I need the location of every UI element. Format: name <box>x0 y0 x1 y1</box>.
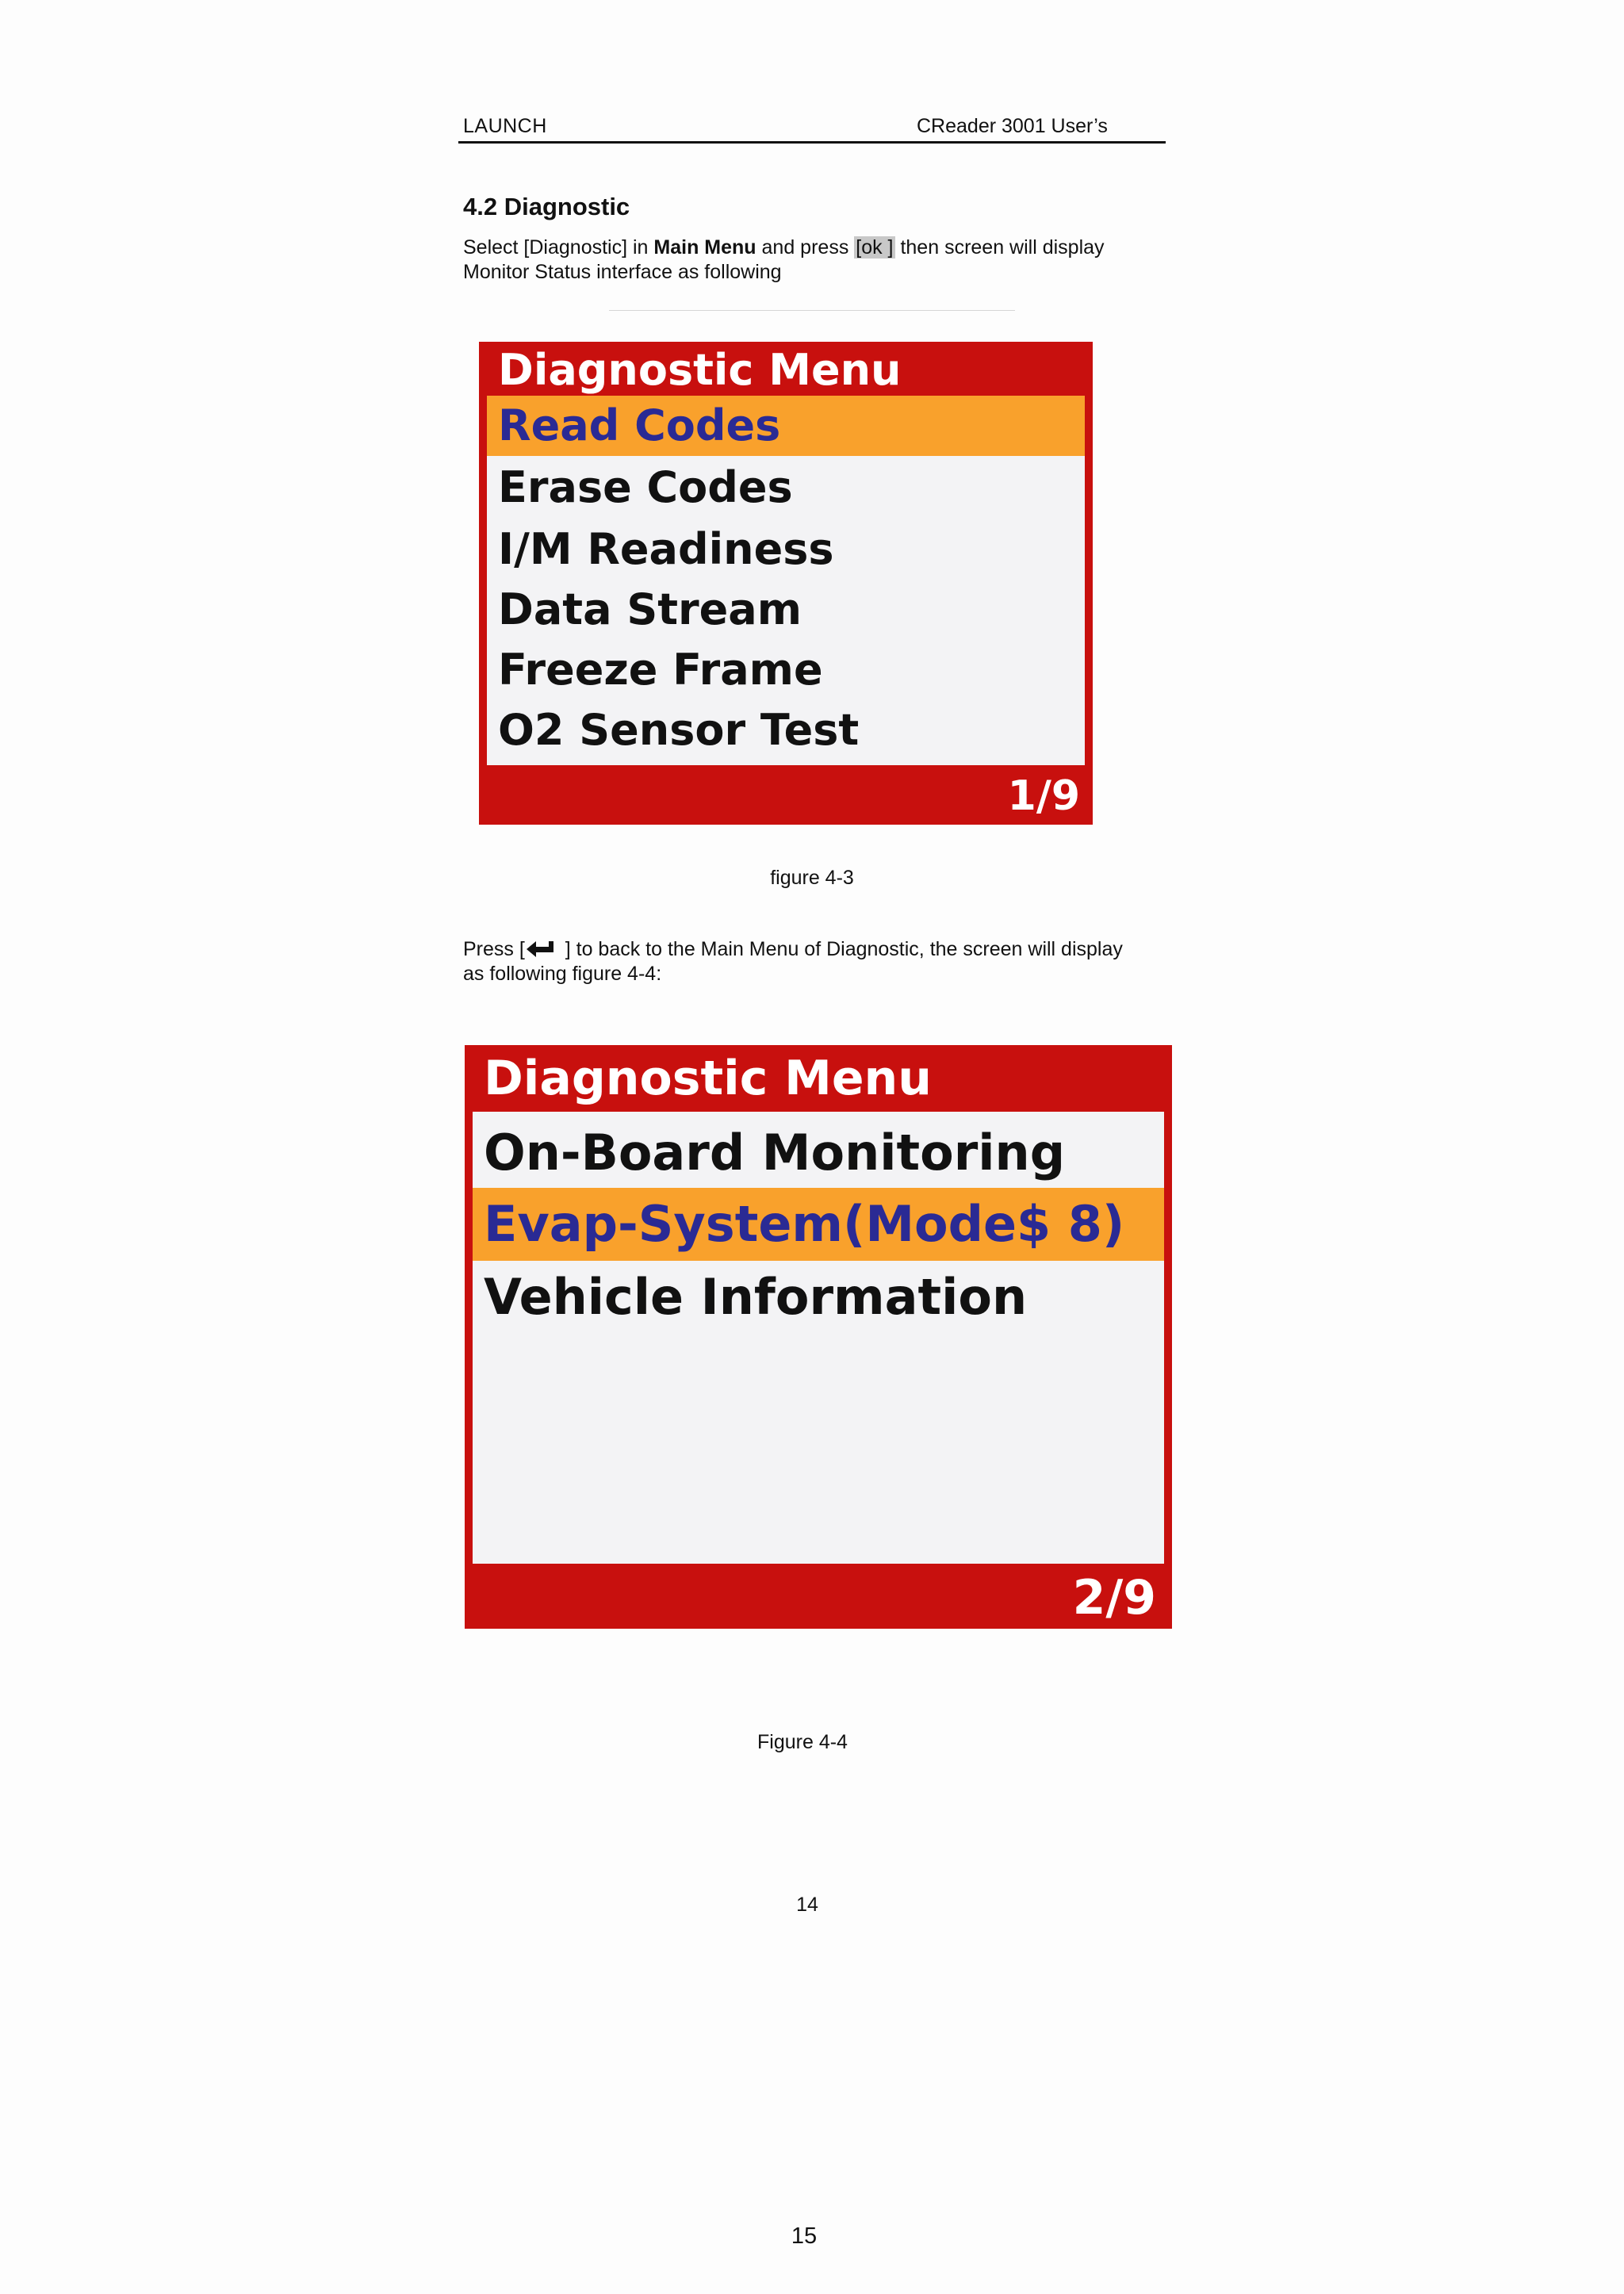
intro-text-2: and press <box>756 236 855 259</box>
figure-caption-2: Figure 4-4 <box>757 1731 848 1753</box>
separator-rule <box>609 310 1015 311</box>
menu-item-evap-system[interactable]: Evap-System(Mode$ 8) <box>473 1188 1164 1261</box>
menu-item-freeze-frame[interactable]: Freeze Frame <box>498 645 823 695</box>
intro-bold-main-menu: Main Menu <box>653 236 756 259</box>
intro-text-line2: Monitor Status interface as following <box>463 261 782 283</box>
menu-item-o2-sensor-test[interactable]: O2 Sensor Test <box>498 705 860 755</box>
menu-item-on-board-monitoring[interactable]: On-Board Monitoring <box>484 1124 1066 1181</box>
intro-text-3: then screen will display <box>894 236 1105 259</box>
menu-list <box>473 1112 1164 1564</box>
outer-page-number: 15 <box>791 2223 818 2249</box>
press-paragraph <box>463 937 1167 986</box>
menu-item-im-readiness[interactable]: I/M Readiness <box>498 524 834 574</box>
page-indicator: 1/9 <box>1007 772 1080 820</box>
menu-item-erase-codes[interactable]: Erase Codes <box>498 462 793 512</box>
diagnostic-menu-screen-1 <box>479 342 1093 825</box>
page-indicator: 2/9 <box>1072 1570 1156 1626</box>
header-brand: LAUNCH <box>463 115 547 137</box>
press-text-line2: as following figure 4-4: <box>463 963 662 985</box>
menu-item-read-codes[interactable]: Read Codes <box>487 396 1085 456</box>
ok-key-label: [ok ] <box>856 236 894 259</box>
screen-title: Diagnostic Menu <box>484 1051 932 1106</box>
figure-caption-1: figure 4-3 <box>770 867 854 889</box>
screen-title: Diagnostic Menu <box>498 345 902 395</box>
menu-item-data-stream[interactable]: Data Stream <box>498 584 802 634</box>
intro-paragraph <box>463 236 1169 285</box>
diagnostic-menu-screen-2 <box>465 1045 1172 1629</box>
intro-text-1: Select [Diagnostic] in <box>463 236 654 259</box>
header-rule <box>458 141 1166 144</box>
press-text-2: ] to back to the Main Menu of Diagnostic, the screen will display <box>559 938 1123 960</box>
inner-page-number: 14 <box>796 1894 818 1916</box>
header-manual-title: CReader 3001 User’s <box>917 115 1108 137</box>
menu-item-vehicle-information[interactable]: Vehicle Information <box>484 1268 1028 1326</box>
return-icon <box>525 940 560 960</box>
section-title: 4.2 Diagnostic <box>463 193 630 220</box>
menu-list <box>487 396 1085 765</box>
press-text-1: Press [ <box>463 938 525 960</box>
